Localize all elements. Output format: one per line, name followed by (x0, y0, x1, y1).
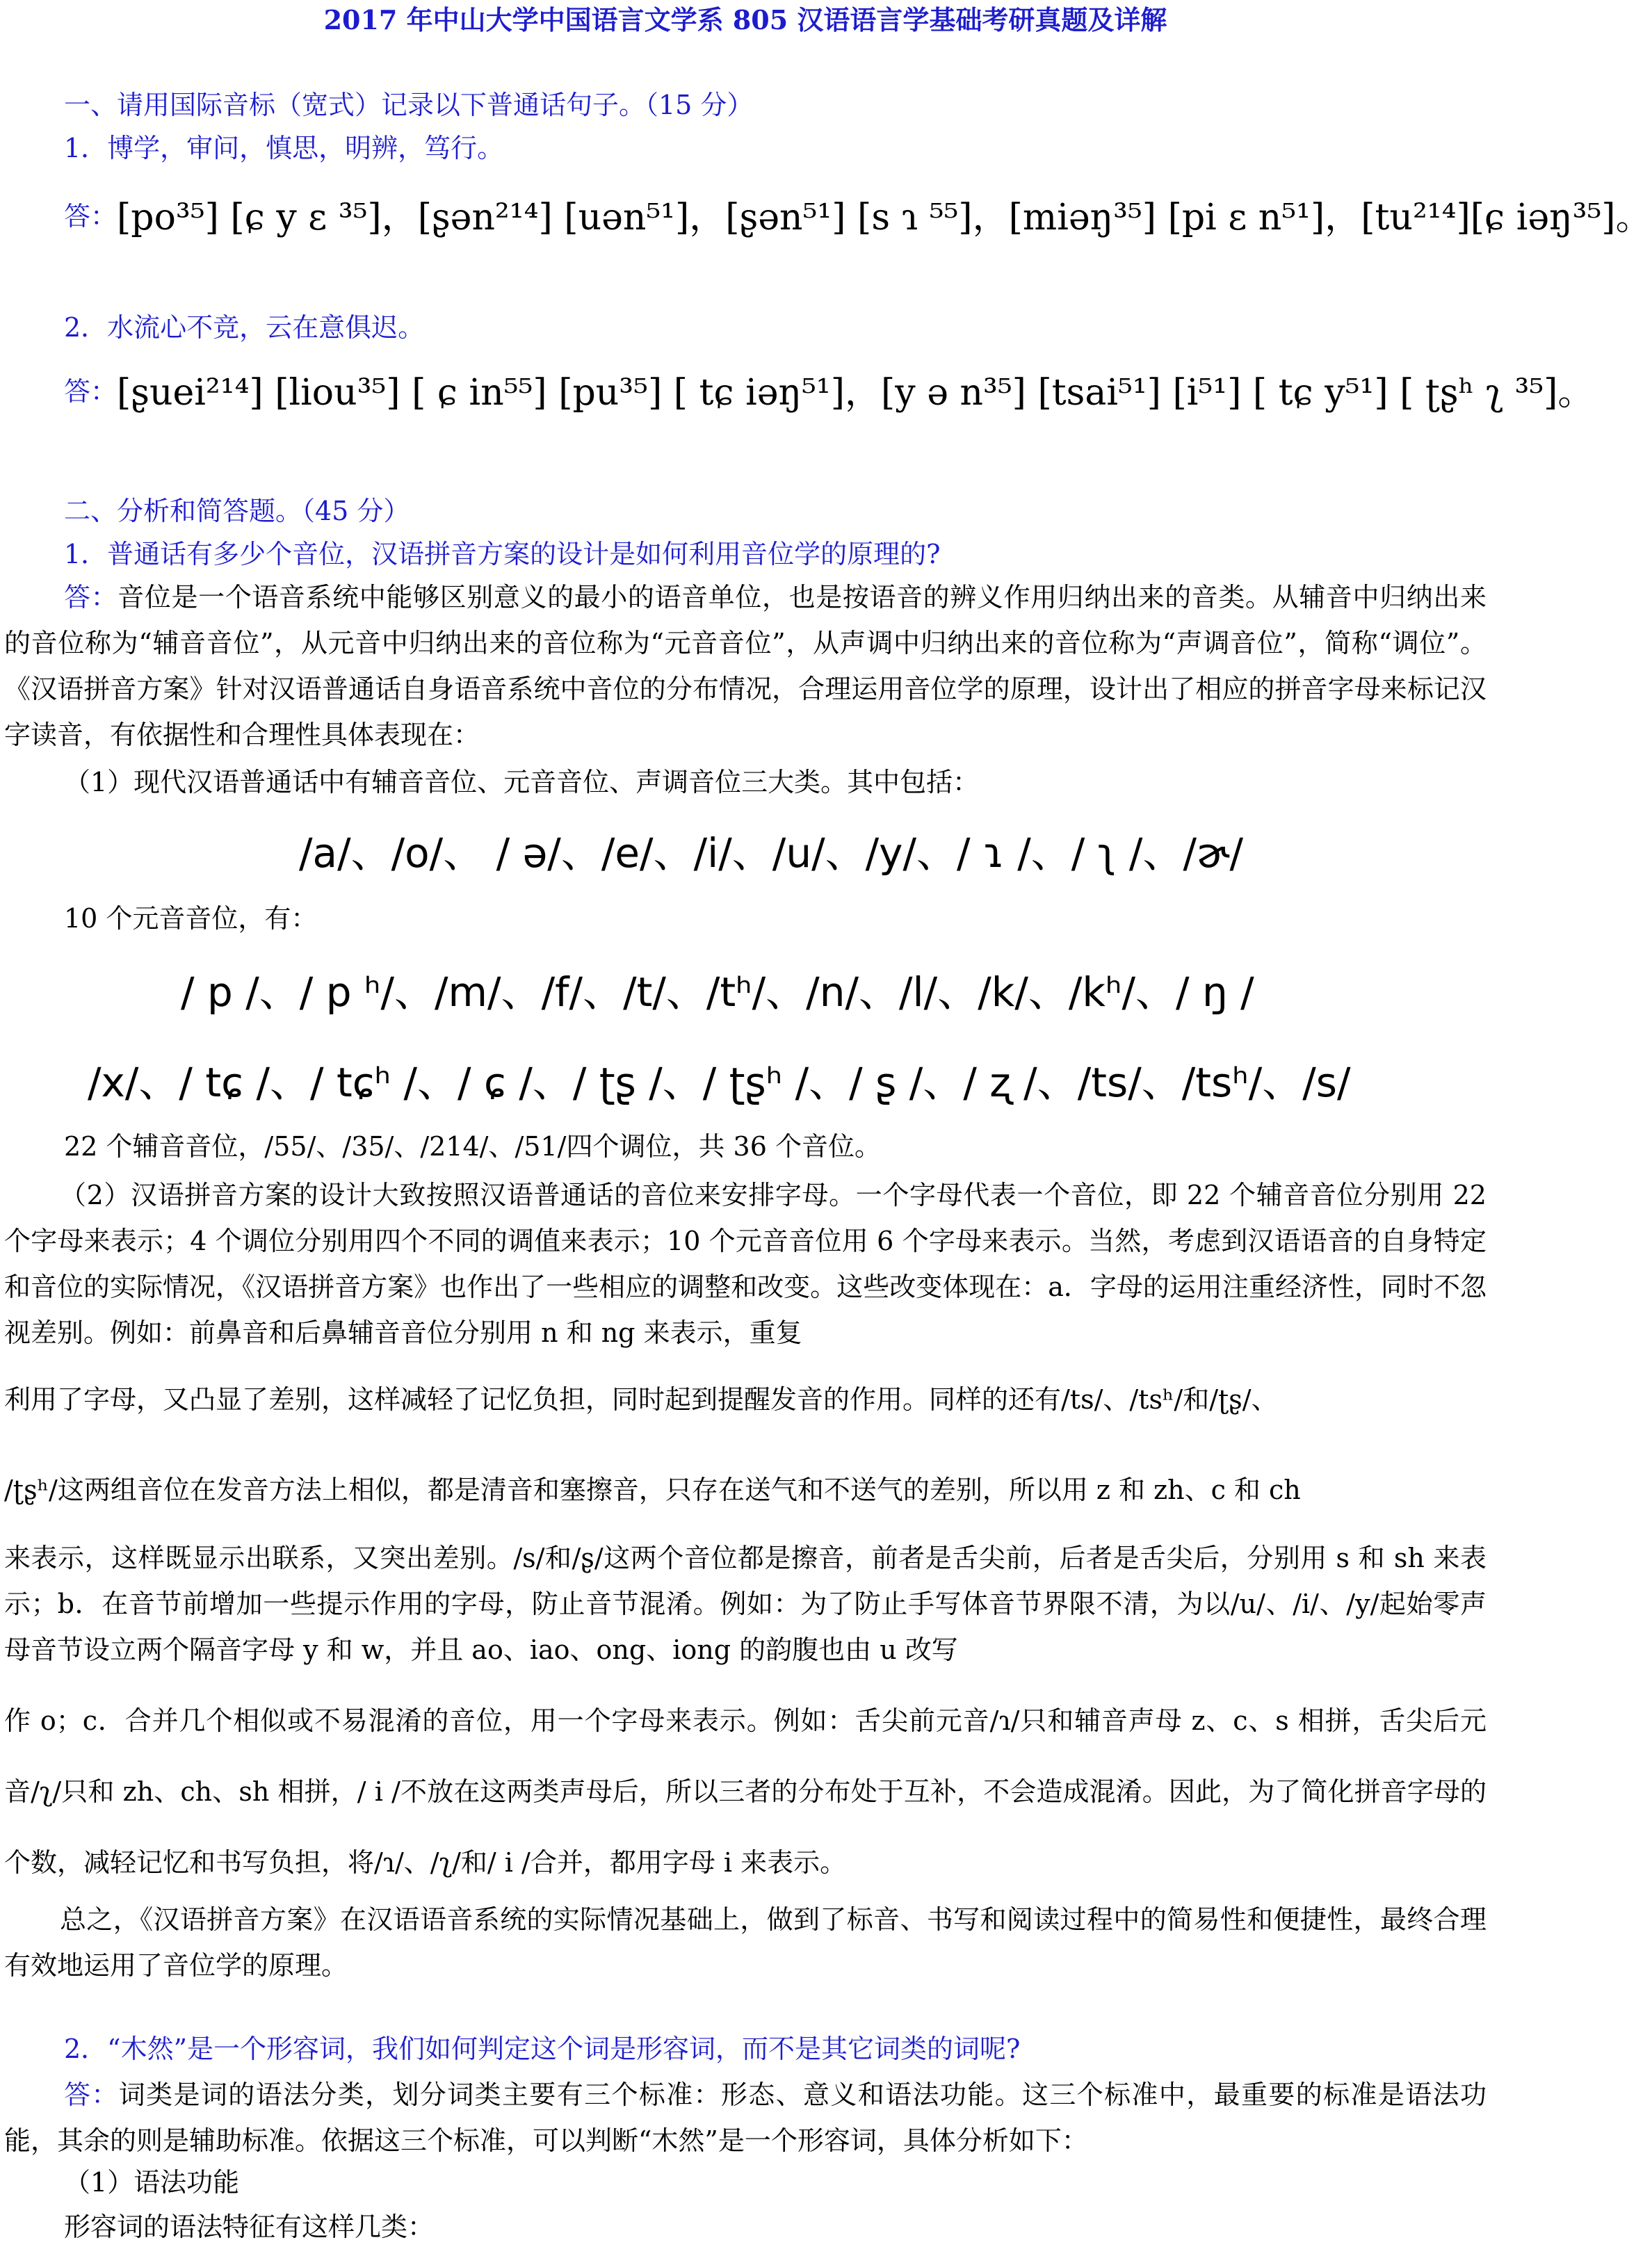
vowel-phonemes: /a/、/o/、 / ə/、/e/、/i/、/u/、/y/、/ ɿ /、/ ʅ /、/ɚ/ (299, 829, 1244, 877)
answer-label: 答： (64, 201, 118, 232)
section2-answer-1-paragraph-4c: /ʈʂʰ/这两组音位在发音方法上相似，都是清音和塞擦音，只存在送气和不送气的差别，所以用 z 和 zh、c 和 ch (4, 1475, 1301, 1505)
section1-question-1: 1．博学，审问，慎思，明辨，笃行。 (64, 133, 504, 163)
section2-question-2: 2．“木然”是一个形容词，我们如何判定这个词是形容词，而不是其它词类的词呢? (64, 2034, 1021, 2064)
answer-label: 答： (64, 2079, 119, 2110)
section1-answer-2 (64, 363, 1594, 415)
section2-answer-1-paragraph-2: （1）现代汉语普通话中有辅音音位、元音音位、声调音位三大类。其中包括： (64, 767, 980, 797)
section2-answer-1-paragraph-5: 总之，《汉语拼音方案》在汉语语音系统的实际情况基础上，做到了标音、书写和阅读过程中的简易性和便捷性，最终合理有效地运用了音位学的原理。 (4, 1904, 1487, 1981)
section2-answer-1-paragraph-4b: 利用了字母，又凸显了差别，这样减轻了记忆负担，同时起到提醒发音的作用。同样的还有/ts/、/tsʰ/和/ʈʂ/、 (4, 1384, 1278, 1415)
section2-answer-1-paragraph-4e: 作 o；c．合并几个相似或不易混淆的音位，用一个字母来表示。例如：舌尖前元音/ɿ/只和辅音声母 z、c、s 相拼，舌尖后元音/ʅ/只和 zh、ch、sh 相拼，/ i /不放在这两类声母后，所以三者的分布处于互补，不会造成混淆。因此，为了简化拼音字母的个数，减轻记忆和书写负担，将/ɿ/、/ʅ/和/ i /合并，都用字母 i 来表示。 (4, 1705, 1487, 1878)
answer-label: 答： (64, 376, 118, 407)
consonant-phonemes-row-2: /x/、/ tɕ /、/ tɕʰ /、/ ɕ /、/ ʈʂ /、/ ʈʂʰ /、/ ʂ /、/ ʐ /、/ts/、/tsʰ/、/s/ (88, 1059, 1351, 1106)
vowels-caption: 10 个元音音位，有： (64, 903, 318, 934)
section1-answer-1 (64, 188, 1652, 240)
section2-answer-1-paragraph-3: 22 个辅音音位，/55/、/35/、/214/、/51/四个调位，共 36 个音位。 (64, 1131, 881, 1162)
section2-question-1: 1．普通话有多少个音位，汉语拼音方案的设计是如何利用音位学的原理的? (64, 539, 941, 569)
section2-answer-2-paragraph-2: （1）语法功能 (64, 2167, 240, 2198)
answer-label: 答： (64, 582, 118, 613)
section1-heading: 一、请用国际音标（宽式）记录以下普通话句子。（15 分） (64, 90, 754, 120)
answer-text: 词类是词的语法分类，划分词类主要有三个标准：形态、意义和语法功能。这三个标准中，最重要的标准是语法功能，其余的则是辅助标准。依据这三个标准，可以判断“木然”是一个形容词，具体分析如下： (4, 2079, 1487, 2156)
section2-answer-2-paragraph-3: 形容词的语法特征有这样几类： (64, 2212, 435, 2242)
section2-answer-1-paragraph-4d: 来表示，这样既显示出联系，又突出差别。/s/和/ʂ/这两个音位都是擦音，前者是舌尖前，后者是舌尖后，分别用 s 和 sh 来表示；b．在音节前增加一些提示作用的字母，防止音节混淆。例如：为了防止手写体音节界限不清，为以/u/、/i/、/y/起始零声母音节设立两个隔音字母 y 和 w，并且 ao、iao、ong、iong 的韵腹也由 u 改写 (4, 1543, 1487, 1665)
section1-question-2: 2．水流心不竞，云在意俱迟。 (64, 312, 425, 343)
section2-heading: 二、分析和简答题。（45 分） (64, 496, 410, 526)
section2-answer-1-paragraph-1 (4, 574, 1487, 758)
answer-text: 音位是一个语音系统中能够区别意义的最小的语音单位，也是按语音的辨义作用归纳出来的音类。从辅音中归纳出来的音位称为“辅音音位”，从元音中归纳出来的音位称为“元音音位”，从声调中归纳出来的音位称为“声调音位”，简称“调位”。《汉语拼音方案》针对汉语普通话自身语音系统中音位的分布情况，合理运用音位学的原理，设计出了相应的拼音字母来标记汉字读音，有依据性和合理性具体表现在： (4, 582, 1487, 750)
document-title: 2017 年中山大学中国语言文学系 805 汉语语言学基础考研真题及详解 (323, 4, 1167, 35)
answer-2-ipa: [ʂuei²¹⁴] [liou³⁵] [ ɕ in⁵⁵] [pu³⁵] [ tɕ iəŋ⁵¹]，[y ə n³⁵] [tsai⁵¹] [i⁵¹] [ tɕ y⁵¹] [ ʈʂʰ ʅ ³⁵]。 (117, 372, 1594, 414)
section2-answer-1-paragraph-4a: （2）汉语拼音方案的设计大致按照汉语普通话的音位来安排字母。一个字母代表一个音位，即 22 个辅音音位分别用 22 个字母来表示；4 个调位分别用四个不同的调值来表示；10 个元音音位用 6 个字母来表示。当然，考虑到汉语语音的自身特定和音位的实际情况，《汉语拼音方案》也作出了一些相应的调整和改变。这些改变体现在：a．字母的运用注重经济性，同时不忽视差别。例如：前鼻音和后鼻辅音音位分别用 n 和 ng 来表示，重复 (4, 1180, 1487, 1348)
section2-answer-2-paragraph-1 (4, 2072, 1487, 2164)
consonant-phonemes-row-1: / p /、/ p ʰ/、/m/、/f/、/t/、/tʰ/、/n/、/l/、/k/、/kʰ/、/ ŋ / (181, 968, 1254, 1016)
answer-1-ipa: [po³⁵] [ɕ y ɛ ³⁵]，[ʂən²¹⁴] [uən⁵¹]，[ʂən⁵¹] [s ɿ ⁵⁵]，[miəŋ³⁵] [pi ɛ n⁵¹]，[tu²¹⁴][ɕ iəŋ³⁵]。 (117, 197, 1652, 238)
